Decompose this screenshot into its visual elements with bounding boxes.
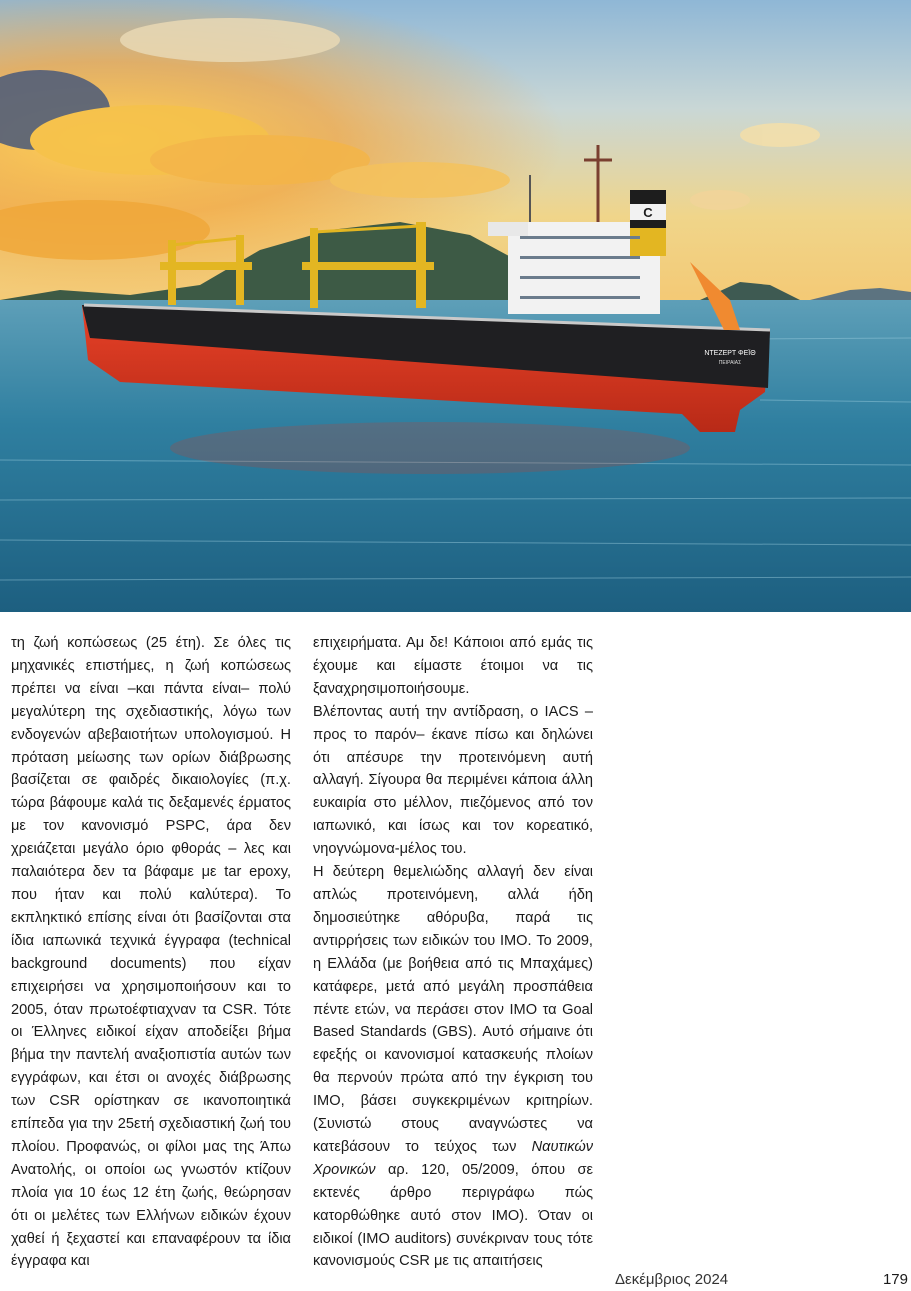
paragraph-text: Η δεύτερη θεμελιώδης αλλαγή δεν είναι απλώς προτεινόμενη, αλλά ήδη δημοσιεύτηκε αθόρυβα, παρά τις αντιρρήσεις των ειδικών του IMO. Το 2009, η Ελλάδα (με βοήθεια από τις Μπαχάμες) κατάφερε, μετά από μεγάλη προσπάθεια πέντε ετών, να περάσει στον IMO τα Goal Based Standards (GBS). Αυτό σήμαινε ότι εφεξής οι κανονισμοί κατασκευής πλοίων θα περνούν πρώτα από την έγκριση του IMO, βάσει συγκεκριμένων κριτηρίων. (Συνιστώ στους αναγνώστες να κατεβάσουν το τεύχος των bbox=[313, 864, 593, 1155]
article-column-right bbox=[313, 632, 593, 1273]
article-paragraph: τη ζωή κοπώσεως (25 έτη). Σε όλες τις μηχανικές επιστήμες, η ζωή κοπώσεως πρέπει να είναι –και πάντα είναι– πολύ μεγαλύτερη της σχεδιαστικής, λόγω των ενδογενών αβεβαιοτήτων υπολογισμού. Η πρόταση μείωσης των ορίων διάβρωσης βασίζεται σε φαιδρές δικαιολογίες (π.χ. τώρα βάφουμε καλά τις δεξαμενές έρματος με τον κανονισμό PSPC, άρα δεν χρειάζεται μεγάλο όριο φθοράς – λες και παλαιότερα δεν τα βάφαμε με tar epoxy, που ήταν και πολύ καλύτερα). Το εκπληκτικό επίσης είναι ότι βασίζονται στα ίδια ιαπωνικά τεχνικά έγγραφα (technical background documents) που είχαν επιχειρήσει να χρησιμοποιήσουν και το 2005, όταν πρωτοέφτιαχναν τα CSR. Τότε οι Έλληνες ειδικοί είχαν αποδείξει βήμα βήμα την παντελή αναξιοπιστία αυτών των εγγράφων, και έτσι οι ανοχές διάβρωσης των CSR ορίστηκαν σε ικανοποιητικά επίπεδα για την 25ετή σχεδιαστική ζωή του πλοίου. Προφανώς, οι φίλοι μας της Άπω Ανατολής, οι οποίοι ως γνωστόν κτίζουν πλοία για 10 έως 12 έτη ζωής, θεώρησαν ότι οι μελέτες των Ελλήνων ειδικών έχουν χαθεί ή ξεχαστεί και επαναφέρουν τα ίδια έγγραφα και bbox=[11, 635, 291, 1270]
footer-date: Δεκέμβριος 2024 bbox=[615, 1271, 729, 1288]
funnel-logo-letter: C bbox=[643, 205, 653, 220]
article-paragraph: Βλέποντας αυτή την αντίδραση, ο IACS –προς το παρόν– έκανε πίσω και δηλώνει ότι απέσυρε την προτεινόμενη αυτή αλλαγή. Σίγουρα θα περιμένει κάποια άλλη ευκαιρία στο μέλλον, πιεζόμενος από τον ιαπωνικό, και ίσως και τον κορεατικό, νηογνώμονα-μέλος του. bbox=[313, 703, 593, 858]
article-paragraph: επιχειρήματα. Αμ δε! Κάποιοι από εμάς τις έχουμε και είμαστε έτοιμοι να τις ξαναχρησιμοποιήσουμε. bbox=[313, 635, 593, 697]
ship-name-text: ΝΤΕΖΕΡΤ ΦΕΪΘ bbox=[704, 350, 756, 357]
page-number: 179 bbox=[882, 1271, 908, 1288]
magazine-title-italic: Ναυτικών Χρονικών bbox=[313, 1138, 593, 1178]
article-column-left bbox=[11, 632, 291, 1273]
article-paragraph bbox=[313, 861, 593, 1273]
ship-port-text: ΠΕΙΡΑΙΑΣ bbox=[718, 360, 742, 366]
cover-photo-bulk-carrier bbox=[0, 0, 911, 612]
paragraph-text: αρ. 120, 05/2009, όπου σε εκτενές άρθρο περιγράφω πώς κατορθώθηκε αυτό στον IMO). Όταν οι ειδικοί (IMO auditors) συνέκριναν τους τότε κανονισμούς CSR με τις απαιτήσεις bbox=[313, 1161, 593, 1270]
